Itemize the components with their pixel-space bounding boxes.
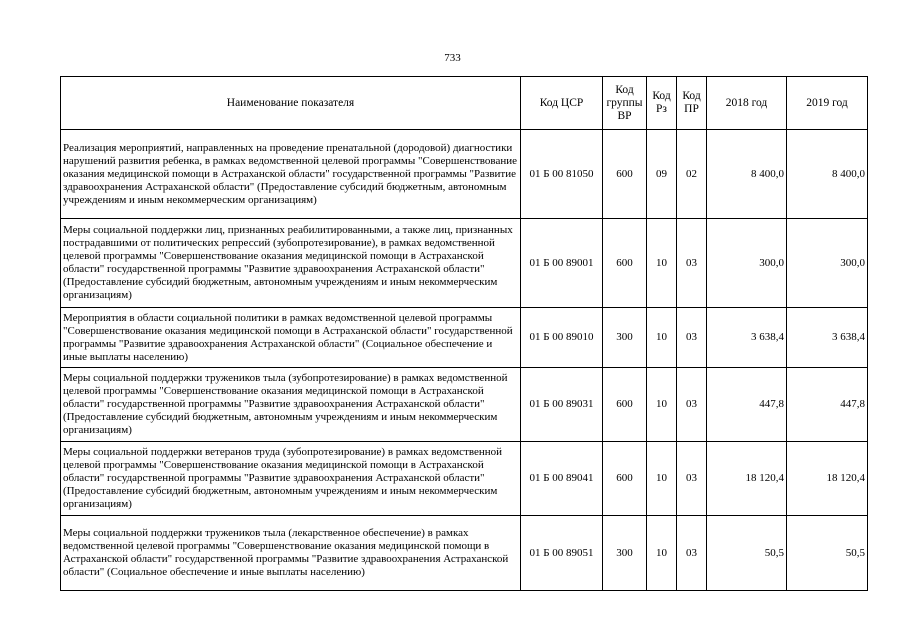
row-rz-code: 10	[647, 368, 677, 442]
row-amount-2018: 300,0	[707, 219, 787, 308]
row-vr-code: 600	[603, 368, 647, 442]
row-amount-2018: 8 400,0	[707, 130, 787, 219]
header-2018: 2018 год	[707, 77, 787, 130]
page-number: 733	[444, 52, 461, 64]
row-rz-code: 10	[647, 308, 677, 368]
row-rz-code: 10	[647, 516, 677, 591]
row-name: Меры социальной поддержки ветеранов труда (зубопротезирование) в рамках ведомственной целевой программы "Совершенствование оказания медицинской помощи в Астраханской области" государственной программы "Развитие здравоохранения Астраханской области" (Предоставление субсидий бюджетным, автономным учреждениям и иным некоммерческим организациям)	[61, 442, 521, 516]
row-amount-2019: 300,0	[787, 219, 868, 308]
row-name: Меры социальной поддержки тружеников тыла (лекарственное обеспечение) в рамках ведомственной целевой программы "Совершенствование оказания медицинской помощи в Астраханской области" государственной программы "Развитие здравоохранения Астраханской области" (Социальное обеспечение и иные выплаты населению)	[61, 516, 521, 591]
row-amount-2019: 447,8	[787, 368, 868, 442]
row-rz-code: 10	[647, 442, 677, 516]
row-rz-code: 09	[647, 130, 677, 219]
row-amount-2019: 18 120,4	[787, 442, 868, 516]
budget-table	[60, 76, 868, 591]
row-pr-code: 03	[677, 308, 707, 368]
row-csr-code: 01 Б 00 81050	[521, 130, 603, 219]
row-csr-code: 01 Б 00 89031	[521, 368, 603, 442]
row-pr-code: 02	[677, 130, 707, 219]
header-pr-code: Код ПР	[677, 77, 707, 130]
header-csr-code: Код ЦСР	[521, 77, 603, 130]
table-row	[61, 308, 868, 368]
header-name: Наименование показателя	[61, 77, 521, 130]
row-csr-code: 01 Б 00 89041	[521, 442, 603, 516]
table-row	[61, 516, 868, 591]
table-row	[61, 368, 868, 442]
row-amount-2019: 50,5	[787, 516, 868, 591]
row-vr-code: 600	[603, 442, 647, 516]
row-rz-code: 10	[647, 219, 677, 308]
table-row	[61, 130, 868, 219]
row-vr-code: 600	[603, 219, 647, 308]
row-amount-2018: 447,8	[707, 368, 787, 442]
row-name: Меры социальной поддержки лиц, признанных реабилитированными, а также лиц, признанных пострадавшими от политических репрессий (зубопротезирование), в рамках ведомственной целевой программы "Совершенствование оказания медицинской помощи в Астраханской области" государственной программы "Развитие здравоохранения Астраханской области" (Предоставление субсидий бюджетным, автономным учреждениям и иным некоммерческим организациям)	[61, 219, 521, 308]
row-csr-code: 01 Б 00 89051	[521, 516, 603, 591]
header-2019: 2019 год	[787, 77, 868, 130]
header-vr-code: Код группы ВР	[603, 77, 647, 130]
row-amount-2019: 3 638,4	[787, 308, 868, 368]
row-pr-code: 03	[677, 368, 707, 442]
row-amount-2018: 50,5	[707, 516, 787, 591]
row-csr-code: 01 Б 00 89001	[521, 219, 603, 308]
row-name: Мероприятия в области социальной политики в рамках ведомственной целевой программы "Совершенствование оказания медицинской помощи в Астраханской области" государственной программы "Развитие здравоохранения Астраханской области" (Социальное обеспечение и иные выплаты населению)	[61, 308, 521, 368]
row-name: Меры социальной поддержки тружеников тыла (зубопротезирование) в рамках ведомственной целевой программы "Совершенствование оказания медицинской помощи в Астраханской области" государственной программы "Развитие здравоохранения Астраханской области" (Предоставление субсидий бюджетным, автономным учреждениям и иным некоммерческим организациям)	[61, 368, 521, 442]
header-rz-code: Код Рз	[647, 77, 677, 130]
row-amount-2018: 3 638,4	[707, 308, 787, 368]
row-pr-code: 03	[677, 442, 707, 516]
row-pr-code: 03	[677, 219, 707, 308]
header-row	[61, 77, 868, 130]
table-row	[61, 219, 868, 308]
row-name: Реализация мероприятий, направленных на проведение пренатальной (дородовой) диагностики нарушений развития ребенка, в рамках ведомственной целевой программы "Совершенствование оказания медицинской помощи в Астраханской области" государственной программы "Развитие здравоохранения Астраханской области" (Предоставление субсидий бюджетным, автономным учреждениям и иным некоммерческим организациям)	[61, 130, 521, 219]
row-vr-code: 600	[603, 130, 647, 219]
row-amount-2018: 18 120,4	[707, 442, 787, 516]
row-vr-code: 300	[603, 308, 647, 368]
row-csr-code: 01 Б 00 89010	[521, 308, 603, 368]
table-row	[61, 442, 868, 516]
row-amount-2019: 8 400,0	[787, 130, 868, 219]
row-vr-code: 300	[603, 516, 647, 591]
row-pr-code: 03	[677, 516, 707, 591]
